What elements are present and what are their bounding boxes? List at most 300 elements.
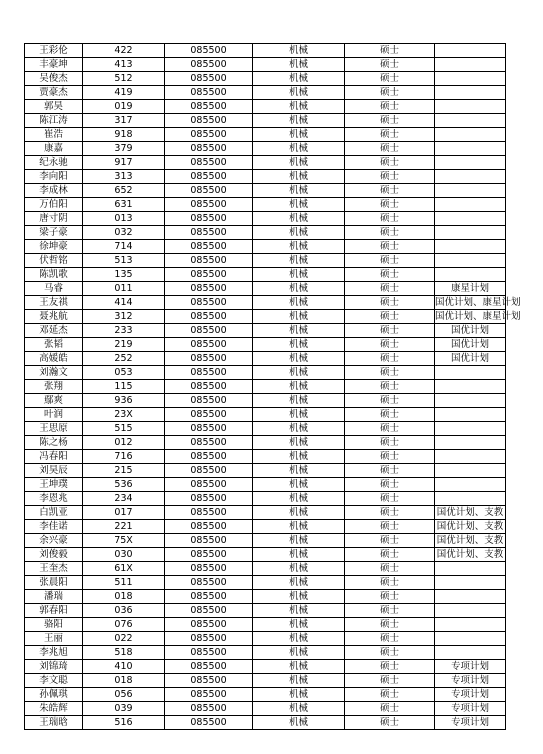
table-row xyxy=(25,548,506,562)
major-code-cell: 085500 xyxy=(165,422,253,436)
name-cell: 余兴豪 xyxy=(25,534,83,548)
program-note-cell xyxy=(435,254,506,268)
program-note-cell xyxy=(435,562,506,576)
name-cell: 刘俊毅 xyxy=(25,548,83,562)
major-cell: 机械 xyxy=(253,604,345,618)
id-suffix-cell: 019 xyxy=(83,100,165,114)
table-row xyxy=(25,716,506,730)
major-cell: 机械 xyxy=(253,702,345,716)
name-cell: 高媛皓 xyxy=(25,352,83,366)
major-code-cell: 085500 xyxy=(165,156,253,170)
name-cell: 王奎杰 xyxy=(25,562,83,576)
degree-cell: 硕士 xyxy=(345,534,435,548)
program-note-cell xyxy=(435,156,506,170)
major-cell: 机械 xyxy=(253,352,345,366)
name-cell: 张晨阳 xyxy=(25,576,83,590)
degree-cell: 硕士 xyxy=(345,688,435,702)
degree-cell: 硕士 xyxy=(345,310,435,324)
table-row xyxy=(25,72,506,86)
degree-cell: 硕士 xyxy=(345,86,435,100)
name-cell: 徐坤豪 xyxy=(25,240,83,254)
program-note-cell: 国优计划、康星计划 xyxy=(435,311,521,322)
degree-cell: 硕士 xyxy=(345,674,435,688)
major-code-cell: 085500 xyxy=(165,170,253,184)
program-note-cell: 专项计划 xyxy=(435,660,506,674)
program-note-cell: 康星计划 xyxy=(435,282,506,296)
program-note-cell: 国优计划、支教 xyxy=(435,520,506,534)
id-suffix-cell: 515 xyxy=(83,422,165,436)
degree-cell: 硕士 xyxy=(345,58,435,72)
program-note-cell: 专项计划 xyxy=(435,702,506,716)
program-note-cell xyxy=(435,142,506,156)
table-body xyxy=(25,44,521,730)
program-note-cell xyxy=(435,618,506,632)
id-suffix-cell: 012 xyxy=(83,436,165,450)
program-note-cell xyxy=(435,590,506,604)
id-suffix-cell: 056 xyxy=(83,688,165,702)
degree-cell: 硕士 xyxy=(345,100,435,114)
name-cell: 张翔 xyxy=(25,380,83,394)
id-suffix-cell: 233 xyxy=(83,324,165,338)
name-cell: 鄢爽 xyxy=(25,394,83,408)
degree-cell: 硕士 xyxy=(345,156,435,170)
id-suffix-cell: 518 xyxy=(83,646,165,660)
id-suffix-cell: 036 xyxy=(83,604,165,618)
table-row xyxy=(25,114,506,128)
degree-cell: 硕士 xyxy=(345,492,435,506)
major-cell: 机械 xyxy=(253,534,345,548)
table-row xyxy=(25,506,506,520)
degree-cell: 硕士 xyxy=(345,436,435,450)
table-row xyxy=(25,310,506,324)
major-cell: 机械 xyxy=(253,436,345,450)
degree-cell: 硕士 xyxy=(345,296,435,310)
program-note-cell xyxy=(435,394,506,408)
name-cell: 白凯亚 xyxy=(25,506,83,520)
name-cell: 李恩兆 xyxy=(25,492,83,506)
major-code-cell: 085500 xyxy=(165,646,253,660)
program-note-cell: 国优计划、支教 xyxy=(435,506,506,520)
table-row xyxy=(25,436,506,450)
name-cell: 王友祺 xyxy=(25,296,83,310)
table-row xyxy=(25,590,506,604)
major-code-cell: 085500 xyxy=(165,660,253,674)
id-suffix-cell: 234 xyxy=(83,492,165,506)
table-row xyxy=(25,254,506,268)
id-suffix-cell: 053 xyxy=(83,366,165,380)
table-row xyxy=(25,240,506,254)
table-row xyxy=(25,520,506,534)
major-cell: 机械 xyxy=(253,450,345,464)
id-suffix-cell: 317 xyxy=(83,114,165,128)
table-row xyxy=(25,184,506,198)
degree-cell: 硕士 xyxy=(345,72,435,86)
name-cell: 陈凯歌 xyxy=(25,268,83,282)
id-suffix-cell: 313 xyxy=(83,170,165,184)
id-suffix-cell: 013 xyxy=(83,212,165,226)
major-code-cell: 085500 xyxy=(165,142,253,156)
name-cell: 崔浩 xyxy=(25,128,83,142)
table-row xyxy=(25,450,506,464)
name-cell: 张韬 xyxy=(25,338,83,352)
id-suffix-cell: 076 xyxy=(83,618,165,632)
degree-cell: 硕士 xyxy=(345,450,435,464)
major-code-cell: 085500 xyxy=(165,604,253,618)
major-code-cell: 085500 xyxy=(165,310,253,324)
major-code-cell: 085500 xyxy=(165,86,253,100)
degree-cell: 硕士 xyxy=(345,604,435,618)
major-cell: 机械 xyxy=(253,184,345,198)
major-cell: 机械 xyxy=(253,366,345,380)
program-note-cell: 专项计划 xyxy=(435,688,506,702)
major-code-cell: 085500 xyxy=(165,632,253,646)
program-note-cell xyxy=(435,604,506,618)
name-cell: 陈之杨 xyxy=(25,436,83,450)
name-cell: 纪永驰 xyxy=(25,156,83,170)
degree-cell: 硕士 xyxy=(345,366,435,380)
major-cell: 机械 xyxy=(253,310,345,324)
major-code-cell: 085500 xyxy=(165,688,253,702)
table-row xyxy=(25,44,506,58)
name-cell: 李成林 xyxy=(25,184,83,198)
major-cell: 机械 xyxy=(253,86,345,100)
name-cell: 唐寸阴 xyxy=(25,212,83,226)
id-suffix-cell: 022 xyxy=(83,632,165,646)
name-cell: 王坤璞 xyxy=(25,478,83,492)
program-note-cell xyxy=(435,44,506,58)
major-cell: 机械 xyxy=(253,338,345,352)
program-note-cell xyxy=(435,492,506,506)
major-cell: 机械 xyxy=(253,646,345,660)
degree-cell: 硕士 xyxy=(345,660,435,674)
id-suffix-cell: 631 xyxy=(83,198,165,212)
major-code-cell: 085500 xyxy=(165,352,253,366)
major-code-cell: 085500 xyxy=(165,184,253,198)
major-code-cell: 085500 xyxy=(165,282,253,296)
degree-cell: 硕士 xyxy=(345,478,435,492)
degree-cell: 硕士 xyxy=(345,114,435,128)
major-code-cell: 085500 xyxy=(165,198,253,212)
admission-table xyxy=(24,43,521,730)
degree-cell: 硕士 xyxy=(345,520,435,534)
major-cell: 机械 xyxy=(253,520,345,534)
major-cell: 机械 xyxy=(253,618,345,632)
degree-cell: 硕士 xyxy=(345,184,435,198)
major-code-cell: 085500 xyxy=(165,226,253,240)
major-cell: 机械 xyxy=(253,226,345,240)
degree-cell: 硕士 xyxy=(345,716,435,730)
major-cell: 机械 xyxy=(253,198,345,212)
id-suffix-cell: 379 xyxy=(83,142,165,156)
major-cell: 机械 xyxy=(253,240,345,254)
major-cell: 机械 xyxy=(253,422,345,436)
program-note-cell xyxy=(435,464,506,478)
program-note-cell xyxy=(435,212,506,226)
major-code-cell: 085500 xyxy=(165,674,253,688)
name-cell: 邓延杰 xyxy=(25,324,83,338)
major-code-cell: 085500 xyxy=(165,548,253,562)
major-code-cell: 085500 xyxy=(165,380,253,394)
program-note-cell xyxy=(435,240,506,254)
name-cell: 李向阳 xyxy=(25,170,83,184)
major-code-cell: 085500 xyxy=(165,72,253,86)
major-cell: 机械 xyxy=(253,114,345,128)
program-note-cell: 国优计划 xyxy=(435,352,506,366)
table-row xyxy=(25,394,506,408)
name-cell: 吴俊杰 xyxy=(25,72,83,86)
program-note-cell xyxy=(435,100,506,114)
degree-cell: 硕士 xyxy=(345,226,435,240)
id-suffix-cell: 536 xyxy=(83,478,165,492)
program-note-cell xyxy=(435,450,506,464)
name-cell: 刘锦琦 xyxy=(25,660,83,674)
degree-cell: 硕士 xyxy=(345,394,435,408)
name-cell: 王思原 xyxy=(25,422,83,436)
table-row xyxy=(25,618,506,632)
table-row xyxy=(25,562,506,576)
table-row xyxy=(25,128,506,142)
program-note-cell xyxy=(435,408,506,422)
program-note-cell xyxy=(435,198,506,212)
program-note-cell xyxy=(435,114,506,128)
major-cell: 机械 xyxy=(253,688,345,702)
table-row xyxy=(25,576,506,590)
table-row xyxy=(25,58,506,72)
degree-cell: 硕士 xyxy=(345,212,435,226)
degree-cell: 硕士 xyxy=(345,548,435,562)
name-cell: 李兆旭 xyxy=(25,646,83,660)
table-row xyxy=(25,86,506,100)
major-code-cell: 085500 xyxy=(165,254,253,268)
program-note-cell xyxy=(435,436,506,450)
major-cell: 机械 xyxy=(253,296,345,310)
major-cell: 机械 xyxy=(253,72,345,86)
major-cell: 机械 xyxy=(253,324,345,338)
id-suffix-cell: 936 xyxy=(83,394,165,408)
degree-cell: 硕士 xyxy=(345,170,435,184)
program-note-cell xyxy=(435,478,506,492)
name-cell: 刘昊辰 xyxy=(25,464,83,478)
program-note-cell xyxy=(435,268,506,282)
id-suffix-cell: 75X xyxy=(83,534,165,548)
major-cell: 机械 xyxy=(253,212,345,226)
name-cell: 王彩伦 xyxy=(25,44,83,58)
degree-cell: 硕士 xyxy=(345,338,435,352)
major-cell: 机械 xyxy=(253,282,345,296)
major-code-cell: 085500 xyxy=(165,464,253,478)
program-note-cell: 专项计划 xyxy=(435,674,506,688)
id-suffix-cell: 312 xyxy=(83,310,165,324)
major-code-cell: 085500 xyxy=(165,590,253,604)
major-cell: 机械 xyxy=(253,716,345,730)
major-code-cell: 085500 xyxy=(165,520,253,534)
major-cell: 机械 xyxy=(253,170,345,184)
degree-cell: 硕士 xyxy=(345,268,435,282)
id-suffix-cell: 219 xyxy=(83,338,165,352)
major-cell: 机械 xyxy=(253,100,345,114)
table-row xyxy=(25,100,506,114)
id-suffix-cell: 115 xyxy=(83,380,165,394)
id-suffix-cell: 018 xyxy=(83,590,165,604)
table-row xyxy=(25,324,506,338)
program-note-cell: 国优计划、支教 xyxy=(435,548,506,562)
major-cell: 机械 xyxy=(253,590,345,604)
degree-cell: 硕士 xyxy=(345,128,435,142)
major-cell: 机械 xyxy=(253,394,345,408)
name-cell: 聂兆航 xyxy=(25,310,83,324)
major-code-cell: 085500 xyxy=(165,324,253,338)
table-row xyxy=(25,464,506,478)
program-note-cell: 专项计划 xyxy=(435,716,506,730)
name-cell: 贾豪杰 xyxy=(25,86,83,100)
id-suffix-cell: 512 xyxy=(83,72,165,86)
name-cell: 刘瀚文 xyxy=(25,366,83,380)
major-cell: 机械 xyxy=(253,142,345,156)
degree-cell: 硕士 xyxy=(345,562,435,576)
id-suffix-cell: 422 xyxy=(83,44,165,58)
id-suffix-cell: 716 xyxy=(83,450,165,464)
table-row xyxy=(25,380,506,394)
program-note-cell xyxy=(435,184,506,198)
table-row xyxy=(25,170,506,184)
major-cell: 机械 xyxy=(253,268,345,282)
table-row xyxy=(25,604,506,618)
table-row xyxy=(25,646,506,660)
major-cell: 机械 xyxy=(253,660,345,674)
program-note-cell xyxy=(435,380,506,394)
name-cell: 马睿 xyxy=(25,282,83,296)
degree-cell: 硕士 xyxy=(345,142,435,156)
degree-cell: 硕士 xyxy=(345,380,435,394)
program-note-cell xyxy=(435,632,506,646)
major-code-cell: 085500 xyxy=(165,478,253,492)
table-row xyxy=(25,212,506,226)
id-suffix-cell: 221 xyxy=(83,520,165,534)
major-cell: 机械 xyxy=(253,408,345,422)
id-suffix-cell: 23X xyxy=(83,408,165,422)
major-code-cell: 085500 xyxy=(165,576,253,590)
table-row xyxy=(25,422,506,436)
id-suffix-cell: 917 xyxy=(83,156,165,170)
table-row xyxy=(25,702,506,716)
program-note-cell xyxy=(435,170,506,184)
table-row xyxy=(25,296,506,310)
major-code-cell: 085500 xyxy=(165,394,253,408)
id-suffix-cell: 413 xyxy=(83,58,165,72)
id-suffix-cell: 918 xyxy=(83,128,165,142)
id-suffix-cell: 61X xyxy=(83,562,165,576)
table-row xyxy=(25,268,506,282)
major-cell: 机械 xyxy=(253,44,345,58)
name-cell: 康嘉 xyxy=(25,142,83,156)
id-suffix-cell: 032 xyxy=(83,226,165,240)
table-row xyxy=(25,338,506,352)
major-cell: 机械 xyxy=(253,674,345,688)
major-code-cell: 085500 xyxy=(165,492,253,506)
name-cell: 郭昊 xyxy=(25,100,83,114)
table-row xyxy=(25,408,506,422)
degree-cell: 硕士 xyxy=(345,590,435,604)
name-cell: 冯春阳 xyxy=(25,450,83,464)
id-suffix-cell: 414 xyxy=(83,296,165,310)
major-code-cell: 085500 xyxy=(165,366,253,380)
major-code-cell: 085500 xyxy=(165,114,253,128)
name-cell: 梁子豪 xyxy=(25,226,83,240)
degree-cell: 硕士 xyxy=(345,422,435,436)
major-cell: 机械 xyxy=(253,254,345,268)
major-cell: 机械 xyxy=(253,576,345,590)
program-note-cell xyxy=(435,72,506,86)
degree-cell: 硕士 xyxy=(345,254,435,268)
degree-cell: 硕士 xyxy=(345,44,435,58)
major-code-cell: 085500 xyxy=(165,702,253,716)
table-row xyxy=(25,492,506,506)
major-code-cell: 085500 xyxy=(165,240,253,254)
id-suffix-cell: 030 xyxy=(83,548,165,562)
table-row xyxy=(25,366,506,380)
degree-cell: 硕士 xyxy=(345,618,435,632)
degree-cell: 硕士 xyxy=(345,576,435,590)
program-note-cell: 国优计划、支教 xyxy=(435,534,506,548)
program-note-cell xyxy=(435,422,506,436)
table-row xyxy=(25,632,506,646)
major-code-cell: 085500 xyxy=(165,58,253,72)
table-row xyxy=(25,282,506,296)
table-row xyxy=(25,534,506,548)
id-suffix-cell: 652 xyxy=(83,184,165,198)
major-code-cell: 085500 xyxy=(165,450,253,464)
program-note-cell xyxy=(435,646,506,660)
name-cell: 李文聪 xyxy=(25,674,83,688)
major-cell: 机械 xyxy=(253,548,345,562)
degree-cell: 硕士 xyxy=(345,646,435,660)
name-cell: 叶润 xyxy=(25,408,83,422)
id-suffix-cell: 714 xyxy=(83,240,165,254)
id-suffix-cell: 419 xyxy=(83,86,165,100)
program-note-cell: 国优计划 xyxy=(435,324,506,338)
major-code-cell: 085500 xyxy=(165,338,253,352)
degree-cell: 硕士 xyxy=(345,282,435,296)
degree-cell: 硕士 xyxy=(345,464,435,478)
degree-cell: 硕士 xyxy=(345,198,435,212)
id-suffix-cell: 410 xyxy=(83,660,165,674)
major-cell: 机械 xyxy=(253,380,345,394)
table-row xyxy=(25,198,506,212)
id-suffix-cell: 018 xyxy=(83,674,165,688)
degree-cell: 硕士 xyxy=(345,632,435,646)
degree-cell: 硕士 xyxy=(345,702,435,716)
id-suffix-cell: 135 xyxy=(83,268,165,282)
program-note-cell xyxy=(435,128,506,142)
major-cell: 机械 xyxy=(253,464,345,478)
major-cell: 机械 xyxy=(253,478,345,492)
table-row xyxy=(25,156,506,170)
program-note-cell xyxy=(435,226,506,240)
major-code-cell: 085500 xyxy=(165,408,253,422)
major-code-cell: 085500 xyxy=(165,562,253,576)
name-cell: 伏哲铭 xyxy=(25,254,83,268)
degree-cell: 硕士 xyxy=(345,324,435,338)
name-cell: 王丽 xyxy=(25,632,83,646)
major-cell: 机械 xyxy=(253,128,345,142)
id-suffix-cell: 513 xyxy=(83,254,165,268)
major-code-cell: 085500 xyxy=(165,618,253,632)
id-suffix-cell: 039 xyxy=(83,702,165,716)
name-cell: 王瑞晗 xyxy=(25,716,83,730)
degree-cell: 硕士 xyxy=(345,506,435,520)
table-row xyxy=(25,226,506,240)
table-row xyxy=(25,660,506,674)
